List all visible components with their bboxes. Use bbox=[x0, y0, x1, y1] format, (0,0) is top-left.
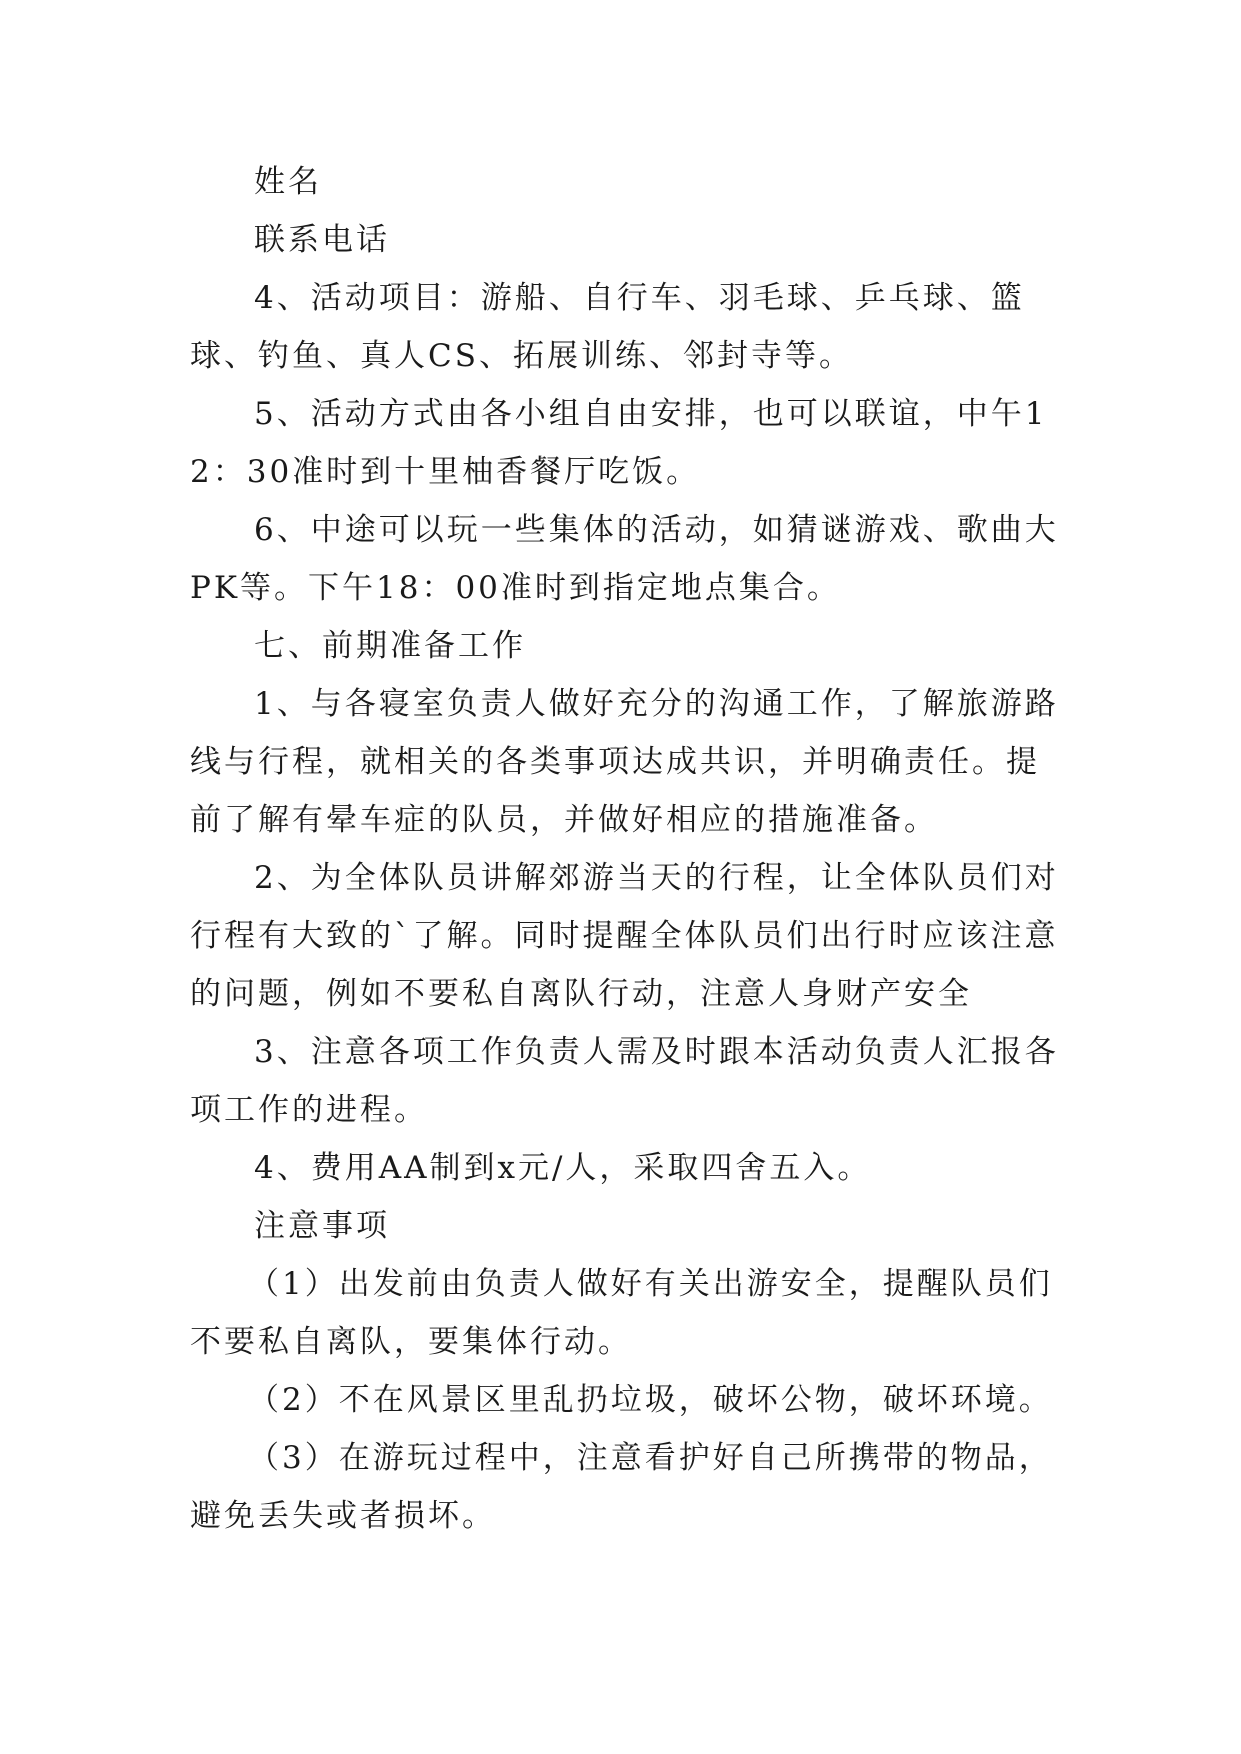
paragraph-prep-1: 1、与各寝室负责人做好充分的沟通工作，了解旅游路线与行程，就相关的各类事项达成共识，并明确责任。提前了解有晕车症的队员，并做好相应的措施准备。 bbox=[190, 686, 1059, 838]
document-body bbox=[190, 153, 1070, 1545]
section-heading-preparation: 七、前期准备工作 bbox=[254, 628, 526, 664]
paragraph-note-3: （3）在游玩过程中，注意看护好自己所携带的物品，避免丢失或者损坏。 bbox=[190, 1440, 1053, 1534]
paragraph-group-activities: 6、中途可以玩一些集体的活动，如猜谜游戏、歌曲大PK等。下午18：00准时到指定地点集合。 bbox=[190, 512, 1059, 606]
paragraph-prep-3: 3、注意各项工作负责人需及时跟本活动负责人汇报各项工作的进程。 bbox=[190, 1034, 1059, 1128]
field-label-phone: 联系电话 bbox=[254, 222, 390, 258]
paragraph-note-1: （1）出发前由负责人做好有关出游安全，提醒队员们不要私自离队，要集体行动。 bbox=[190, 1266, 1053, 1360]
paragraph-prep-2: 2、为全体队员讲解郊游当天的行程，让全体队员们对行程有大致的`了解。同时提醒全体队员们出行时应该注意的问题，例如不要私自离队行动，注意人身财产安全 bbox=[190, 860, 1059, 1012]
section-heading-notes: 注意事项 bbox=[254, 1208, 390, 1244]
paragraph-activity-items: 4、活动项目：游船、自行车、羽毛球、乒乓球、篮球、钓鱼、真人CS、拓展训练、邻封寺等。 bbox=[190, 280, 1025, 374]
paragraph-activity-method: 5、活动方式由各小组自由安排，也可以联谊，中午12：30准时到十里柚香餐厅吃饭。 bbox=[190, 396, 1048, 490]
paragraph-prep-4: 4、费用AA制到x元/人，采取四舍五入。 bbox=[254, 1150, 872, 1186]
field-label-name: 姓名 bbox=[254, 164, 322, 200]
paragraph-note-2: （2）不在风景区里乱扔垃圾，破坏公物，破坏环境。 bbox=[248, 1382, 1053, 1418]
